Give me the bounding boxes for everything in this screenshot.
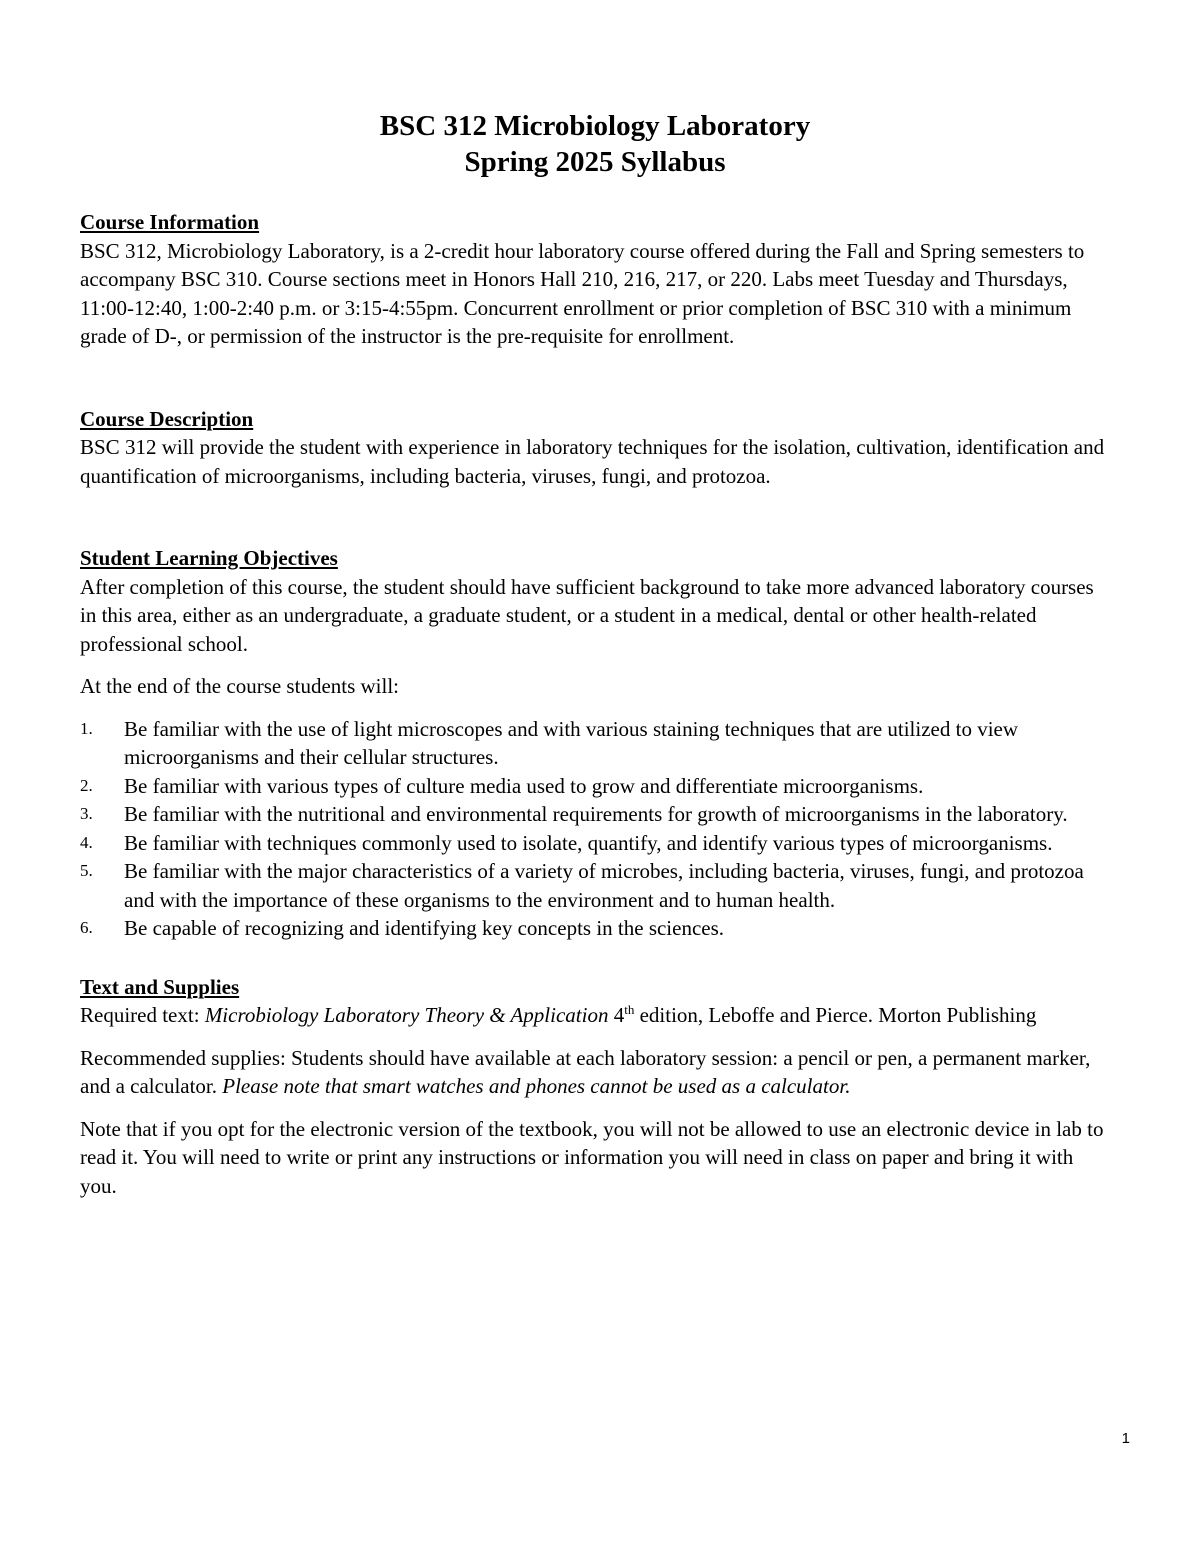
recommended-supplies (80, 1044, 1110, 1101)
title-line-2: Spring 2025 Syllabus (464, 146, 726, 178)
required-text-prefix: Required text: (80, 1003, 205, 1027)
text-and-supplies-heading: Text and Supplies (80, 974, 240, 999)
recommended-supplies-note: Please note that smart watches and phones cannot be used as a calculator. (222, 1074, 851, 1098)
recommended-supplies-text: Recommended supplies: Students should have available at each laboratory session: a pencil or pen, a permanent marker, and a calculator. (80, 1045, 1091, 1098)
page-number: 1 (1121, 1430, 1130, 1447)
learning-objectives-lead: At the end of the course students will: (80, 674, 400, 698)
list-text: Be familiar with the nutritional and environmental requirements for growth of microorganisms in the laboratory. (124, 802, 1068, 826)
list-item (80, 772, 1110, 801)
list-number: 2. (80, 775, 93, 795)
list-text: Be capable of recognizing and identifying key concepts in the sciences. (124, 916, 725, 940)
list-text: Be familiar with techniques commonly used to isolate, quantify, and identify various types of microorganisms. (124, 830, 1053, 855)
learning-objectives-intro: After completion of this course, the student should have sufficient background to take more advanced laboratory courses in this area, either as an undergraduate, a graduate student, or a student in a medical, dental or other health-related professional school. (80, 574, 1094, 656)
list-number: 4. (80, 832, 93, 852)
required-text-suffix: edition, Leboffe and Pierce. Morton Publishing (634, 1003, 1037, 1027)
title-line-1: BSC 312 Microbiology Laboratory (379, 110, 811, 142)
objectives-list (80, 715, 1110, 943)
course-description-body: BSC 312 will provide the student with experience in laboratory techniques for the isolation, cultivation, identification and quantification of microorganisms, including bacteria, viruses, fungi, and protozoa. (80, 435, 1105, 488)
required-text-edition: 4 (608, 1003, 625, 1027)
required-text (80, 1001, 1110, 1030)
list-text: Be familiar with the major characteristics of a variety of microbes, including bacteria, viruses, fungi, and protozoa and with the importance of these organisms to the environment and to human health. (124, 859, 1084, 912)
learning-objectives-section (80, 544, 1110, 943)
list-number: 6. (80, 918, 93, 937)
list-number: 3. (80, 804, 93, 823)
course-description-heading: Course Description (80, 406, 254, 431)
course-description-section (80, 405, 1110, 491)
list-item (80, 829, 1110, 858)
list-number: 1. (80, 718, 93, 738)
learning-objectives-heading: Student Learning Objectives (80, 546, 338, 570)
list-item (80, 715, 1110, 772)
list-number: 5. (80, 861, 93, 880)
list-item (80, 800, 1110, 829)
required-text-edition-sup: th (624, 1002, 635, 1017)
electronic-textbook-note: Note that if you opt for the electronic version of the textbook, you will not be allowed to use an electronic device in lab to read it. You will need to write or print any instructions or information you will need in class on paper and bring it with you. (80, 1116, 1104, 1198)
list-text: Be familiar with various types of culture media used to grow and differentiate microorganisms. (124, 773, 924, 798)
document-title (80, 108, 1110, 180)
list-item (80, 914, 1110, 943)
course-information-body: BSC 312, Microbiology Laboratory, is a 2-credit hour laboratory course offered during the Fall and Spring semesters to accompany BSC 310. Course sections meet in Honors Hall 210, 216, 217, or 220. Labs meet Tuesday and Thursdays, 11:00-12:40, 1:00-2:40 p.m. or 3:15-4:55pm. Concurrent enrollment or prior completion of BSC 310 with a minimum grade of D-, or permission of the instructor is the pre-requisite for enrollment. (80, 238, 1085, 348)
list-text: Be familiar with the use of light microscopes and with various staining techniques that are utilized to view microorganisms and their cellular structures. (124, 716, 1019, 769)
course-information-heading: Course Information (80, 210, 260, 234)
course-information-section (80, 208, 1110, 351)
list-item (80, 857, 1110, 914)
required-text-title: Microbiology Laboratory Theory & Application (204, 1003, 609, 1027)
text-and-supplies-section (80, 973, 1110, 1201)
syllabus-page (80, 108, 1110, 1200)
